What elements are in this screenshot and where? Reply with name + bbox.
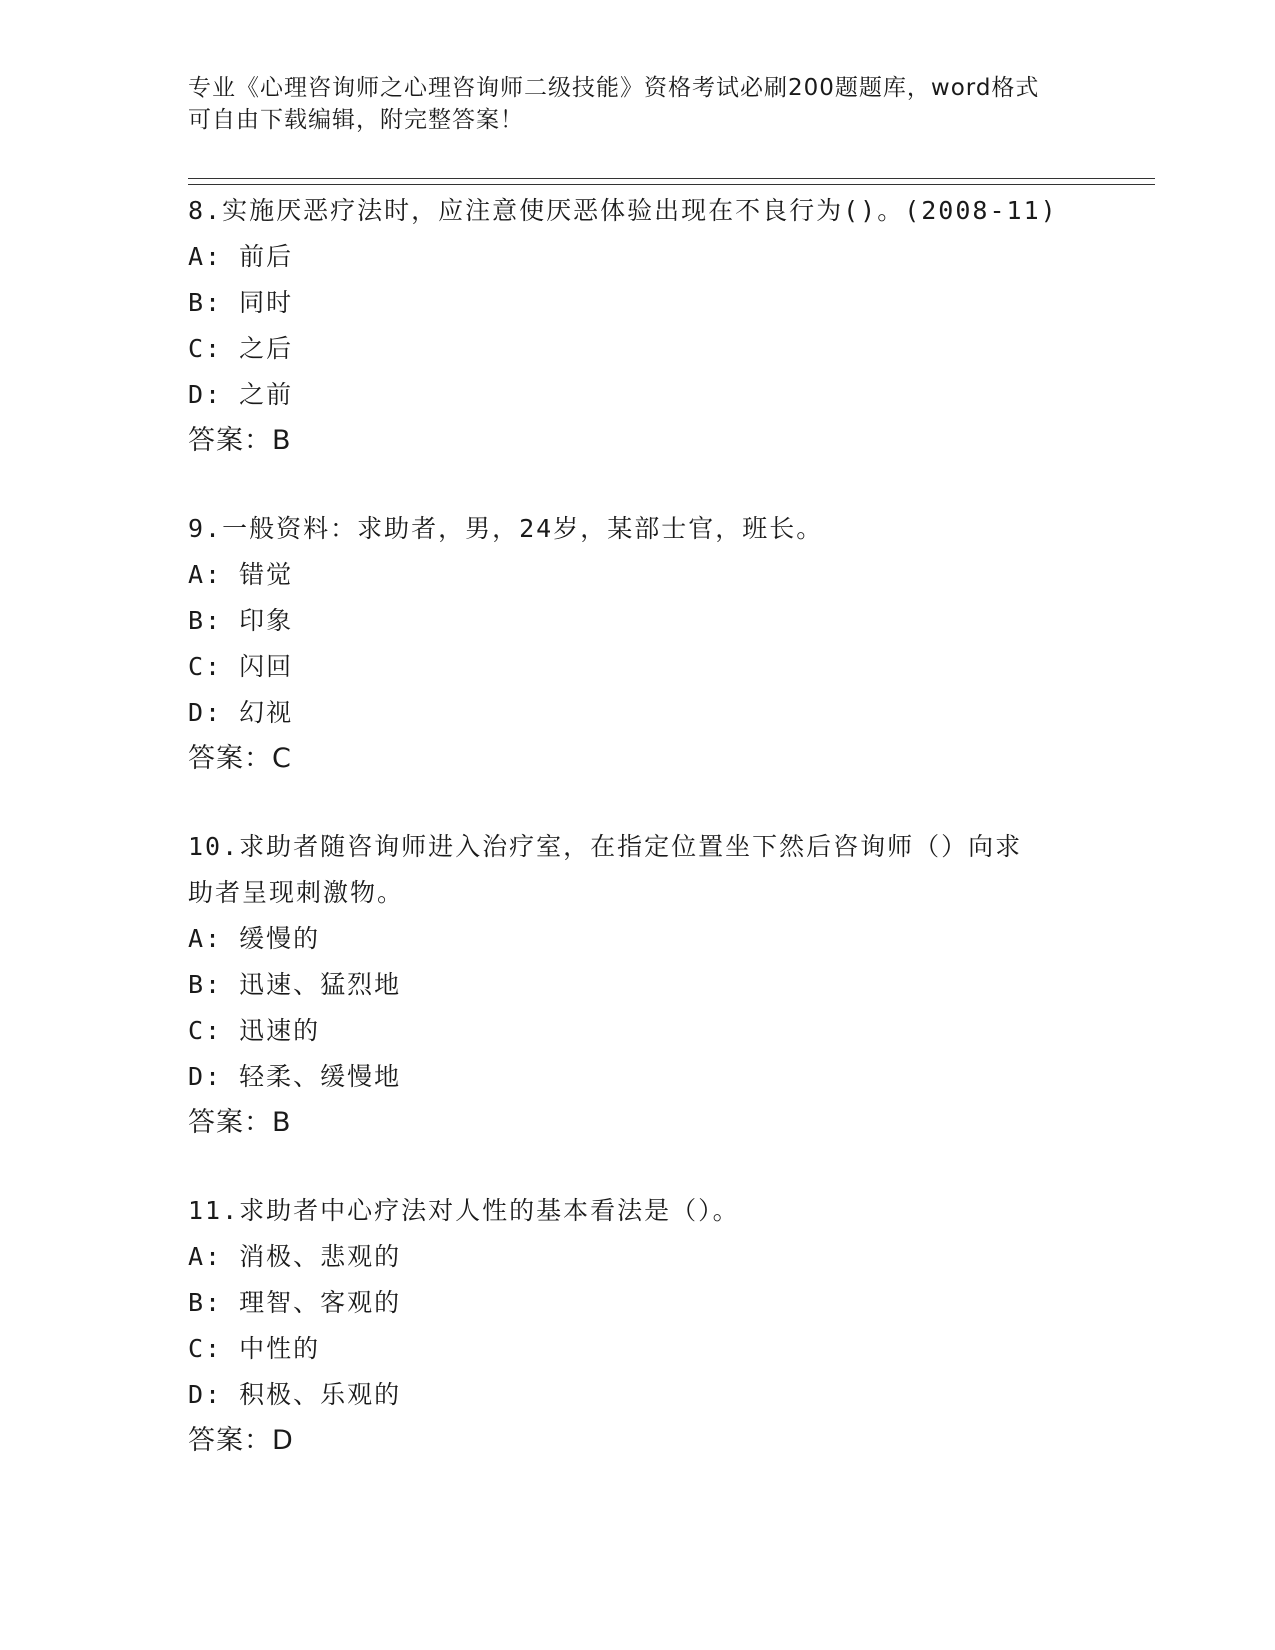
option-a: A: 错觉 xyxy=(188,560,294,589)
answer: 答案：D xyxy=(188,1425,294,1456)
header-line-2: 可自由下载编辑，附完整答案！ xyxy=(188,107,524,133)
header-line-1: 专业《心理咨询师之心理咨询师二级技能》资格考试必刷200题题库，word格式 xyxy=(188,75,1040,101)
option-d: D: 轻柔、缓慢地 xyxy=(188,1062,402,1091)
answer: 答案：B xyxy=(188,425,292,456)
option-a: A: 缓慢的 xyxy=(188,924,321,953)
option-b: B: 理智、客观的 xyxy=(188,1288,402,1317)
question-list xyxy=(188,188,1088,1506)
option-a: A: 前后 xyxy=(188,242,294,271)
option-d: D: 幻视 xyxy=(188,698,294,727)
question-text: 9.一般资料：求助者，男，24岁，某部士官，班长。 xyxy=(188,514,824,543)
question-text: 11.求助者中心疗法对人性的基本看法是（）。 xyxy=(188,1196,740,1225)
question-10 xyxy=(188,824,1088,1146)
option-b: B: 同时 xyxy=(188,288,294,317)
option-a: A: 消极、悲观的 xyxy=(188,1242,402,1271)
question-text-continued: 助者呈现刺激物。 xyxy=(188,878,405,907)
document-header xyxy=(188,72,1088,136)
question-8 xyxy=(188,188,1088,464)
answer: 答案：C xyxy=(188,743,292,774)
question-text: 8.实施厌恶疗法时，应注意使厌恶体验出现在不良行为()。(2008-11) xyxy=(188,196,1058,225)
option-c: C: 之后 xyxy=(188,334,294,363)
option-d: D: 积极、乐观的 xyxy=(188,1380,402,1409)
option-c: C: 迅速的 xyxy=(188,1016,321,1045)
question-11 xyxy=(188,1188,1088,1464)
option-b: B: 印象 xyxy=(188,606,294,635)
option-d: D: 之前 xyxy=(188,380,294,409)
option-c: C: 中性的 xyxy=(188,1334,321,1363)
option-c: C: 闪回 xyxy=(188,652,294,681)
header-divider xyxy=(188,178,1155,185)
option-b: B: 迅速、猛烈地 xyxy=(188,970,402,999)
answer: 答案：B xyxy=(188,1107,292,1138)
question-text: 10.求助者随咨询师进入治疗室，在指定位置坐下然后咨询师（）向求 xyxy=(188,832,1023,861)
question-9 xyxy=(188,506,1088,782)
